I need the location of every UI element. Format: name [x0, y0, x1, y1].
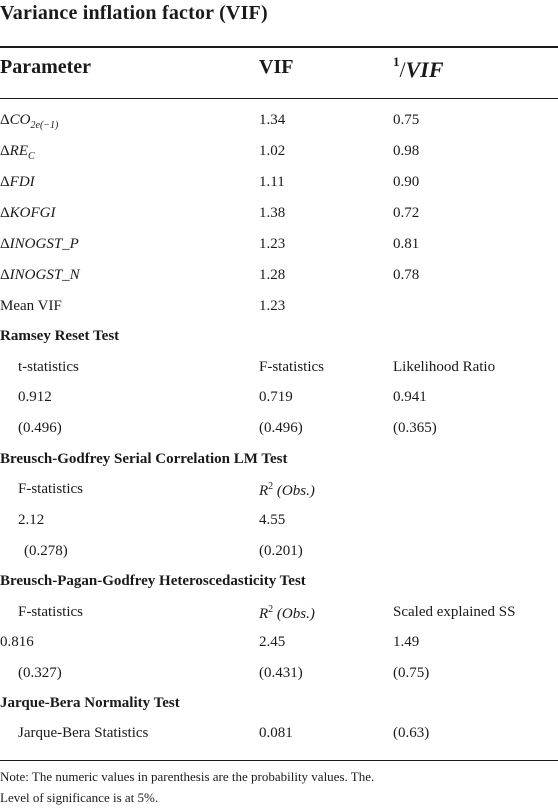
parameter-cell: $\Delta CO_{2e(-1)}$ — [0, 112, 59, 131]
r-squared-label: $R^2$ (Obs.) — [259, 604, 315, 622]
parameter-cell: ΔINOGST_P — [0, 236, 79, 252]
footnote-line-1: Note: The numeric values in parenthesis are the probability values. The. — [0, 769, 375, 784]
inverse-cell: 0.78 — [393, 267, 420, 283]
bpg-probs-row: (0.327) (0.431) (0.75) — [18, 665, 430, 681]
vif-cell: 1.23 — [259, 236, 286, 252]
ramsey-probs-row: (0.496) (0.496) (0.365) — [18, 420, 437, 436]
r-squared-label: $R^2$ (Obs.) — [259, 481, 315, 499]
bg-header-row: F-statistics $R^2$ (Obs.) — [18, 481, 315, 499]
table-row — [0, 174, 558, 205]
vif-cell: 1.11 — [259, 174, 285, 190]
inverse-cell: 0.72 — [393, 205, 420, 221]
header-inverse-vif — [393, 54, 444, 83]
bg-probs-row: (0.278) (0.201) — [24, 543, 303, 559]
table-row — [0, 112, 558, 143]
inverse-slash: / — [399, 57, 406, 82]
table-row — [0, 267, 558, 298]
inverse-cell: 0.81 — [393, 236, 420, 252]
jb-values-row: Jarque-Bera Statistics 0.081 (0.63) — [18, 725, 430, 741]
table-row — [0, 236, 558, 267]
footnote-line-2: Level of significance is at 5%. — [0, 790, 159, 805]
table-row — [0, 143, 558, 174]
bpg-values-row: 0.816 2.45 1.49 — [0, 634, 420, 650]
table-row — [0, 205, 558, 236]
vif-cell: 1.38 — [259, 205, 286, 221]
bottom-rule — [0, 760, 558, 761]
header-vif: VIF — [259, 56, 294, 78]
parameter-cell: ΔINOGST_N — [0, 267, 80, 283]
inverse-numerator: 1 — [393, 54, 400, 69]
header-parameter: Parameter — [0, 56, 92, 78]
mean-vif-row — [0, 298, 558, 329]
parameter-cell: $\Delta RE_C$ — [0, 143, 35, 162]
section-heading-bpg: Breusch-Pagan-Godfrey Heteroscedasticity Test — [0, 573, 306, 589]
inverse-cell: 0.98 — [393, 143, 420, 159]
inverse-cell: 0.90 — [393, 174, 420, 190]
table-title: Variance inflation factor (VIF) — [0, 2, 268, 24]
header-rule — [0, 98, 558, 99]
vif-cell: 1.34 — [259, 112, 286, 128]
section-heading-ramsey: Ramsey Reset Test — [0, 328, 120, 344]
parameter-cell: ΔFDI — [0, 174, 35, 190]
inverse-cell: 0.75 — [393, 112, 420, 128]
vif-cell: 1.02 — [259, 143, 286, 159]
ramsey-header-row: t-statistics F-statistics Likelihood Ratio — [18, 359, 496, 375]
table-footnote — [0, 766, 558, 808]
bg-values-row: 2.12 4.55 — [18, 512, 286, 528]
parameter-cell: ΔKOFGI — [0, 205, 56, 221]
top-rule — [0, 46, 558, 48]
bpg-header-row: F-statistics $R^2$ (Obs.) Scaled explained SS — [18, 604, 516, 622]
mean-vif-label: Mean VIF — [0, 298, 62, 314]
inverse-denominator: VIF — [405, 57, 444, 82]
mean-vif-value: 1.23 — [259, 298, 286, 314]
vif-cell: 1.28 — [259, 267, 286, 283]
ramsey-values-row: 0.912 0.719 0.941 — [18, 389, 427, 405]
section-heading-jarque-bera: Jarque-Bera Normality Test — [0, 695, 180, 711]
section-heading-breusch-godfrey: Breusch-Godfrey Serial Correlation LM Test — [0, 451, 288, 467]
